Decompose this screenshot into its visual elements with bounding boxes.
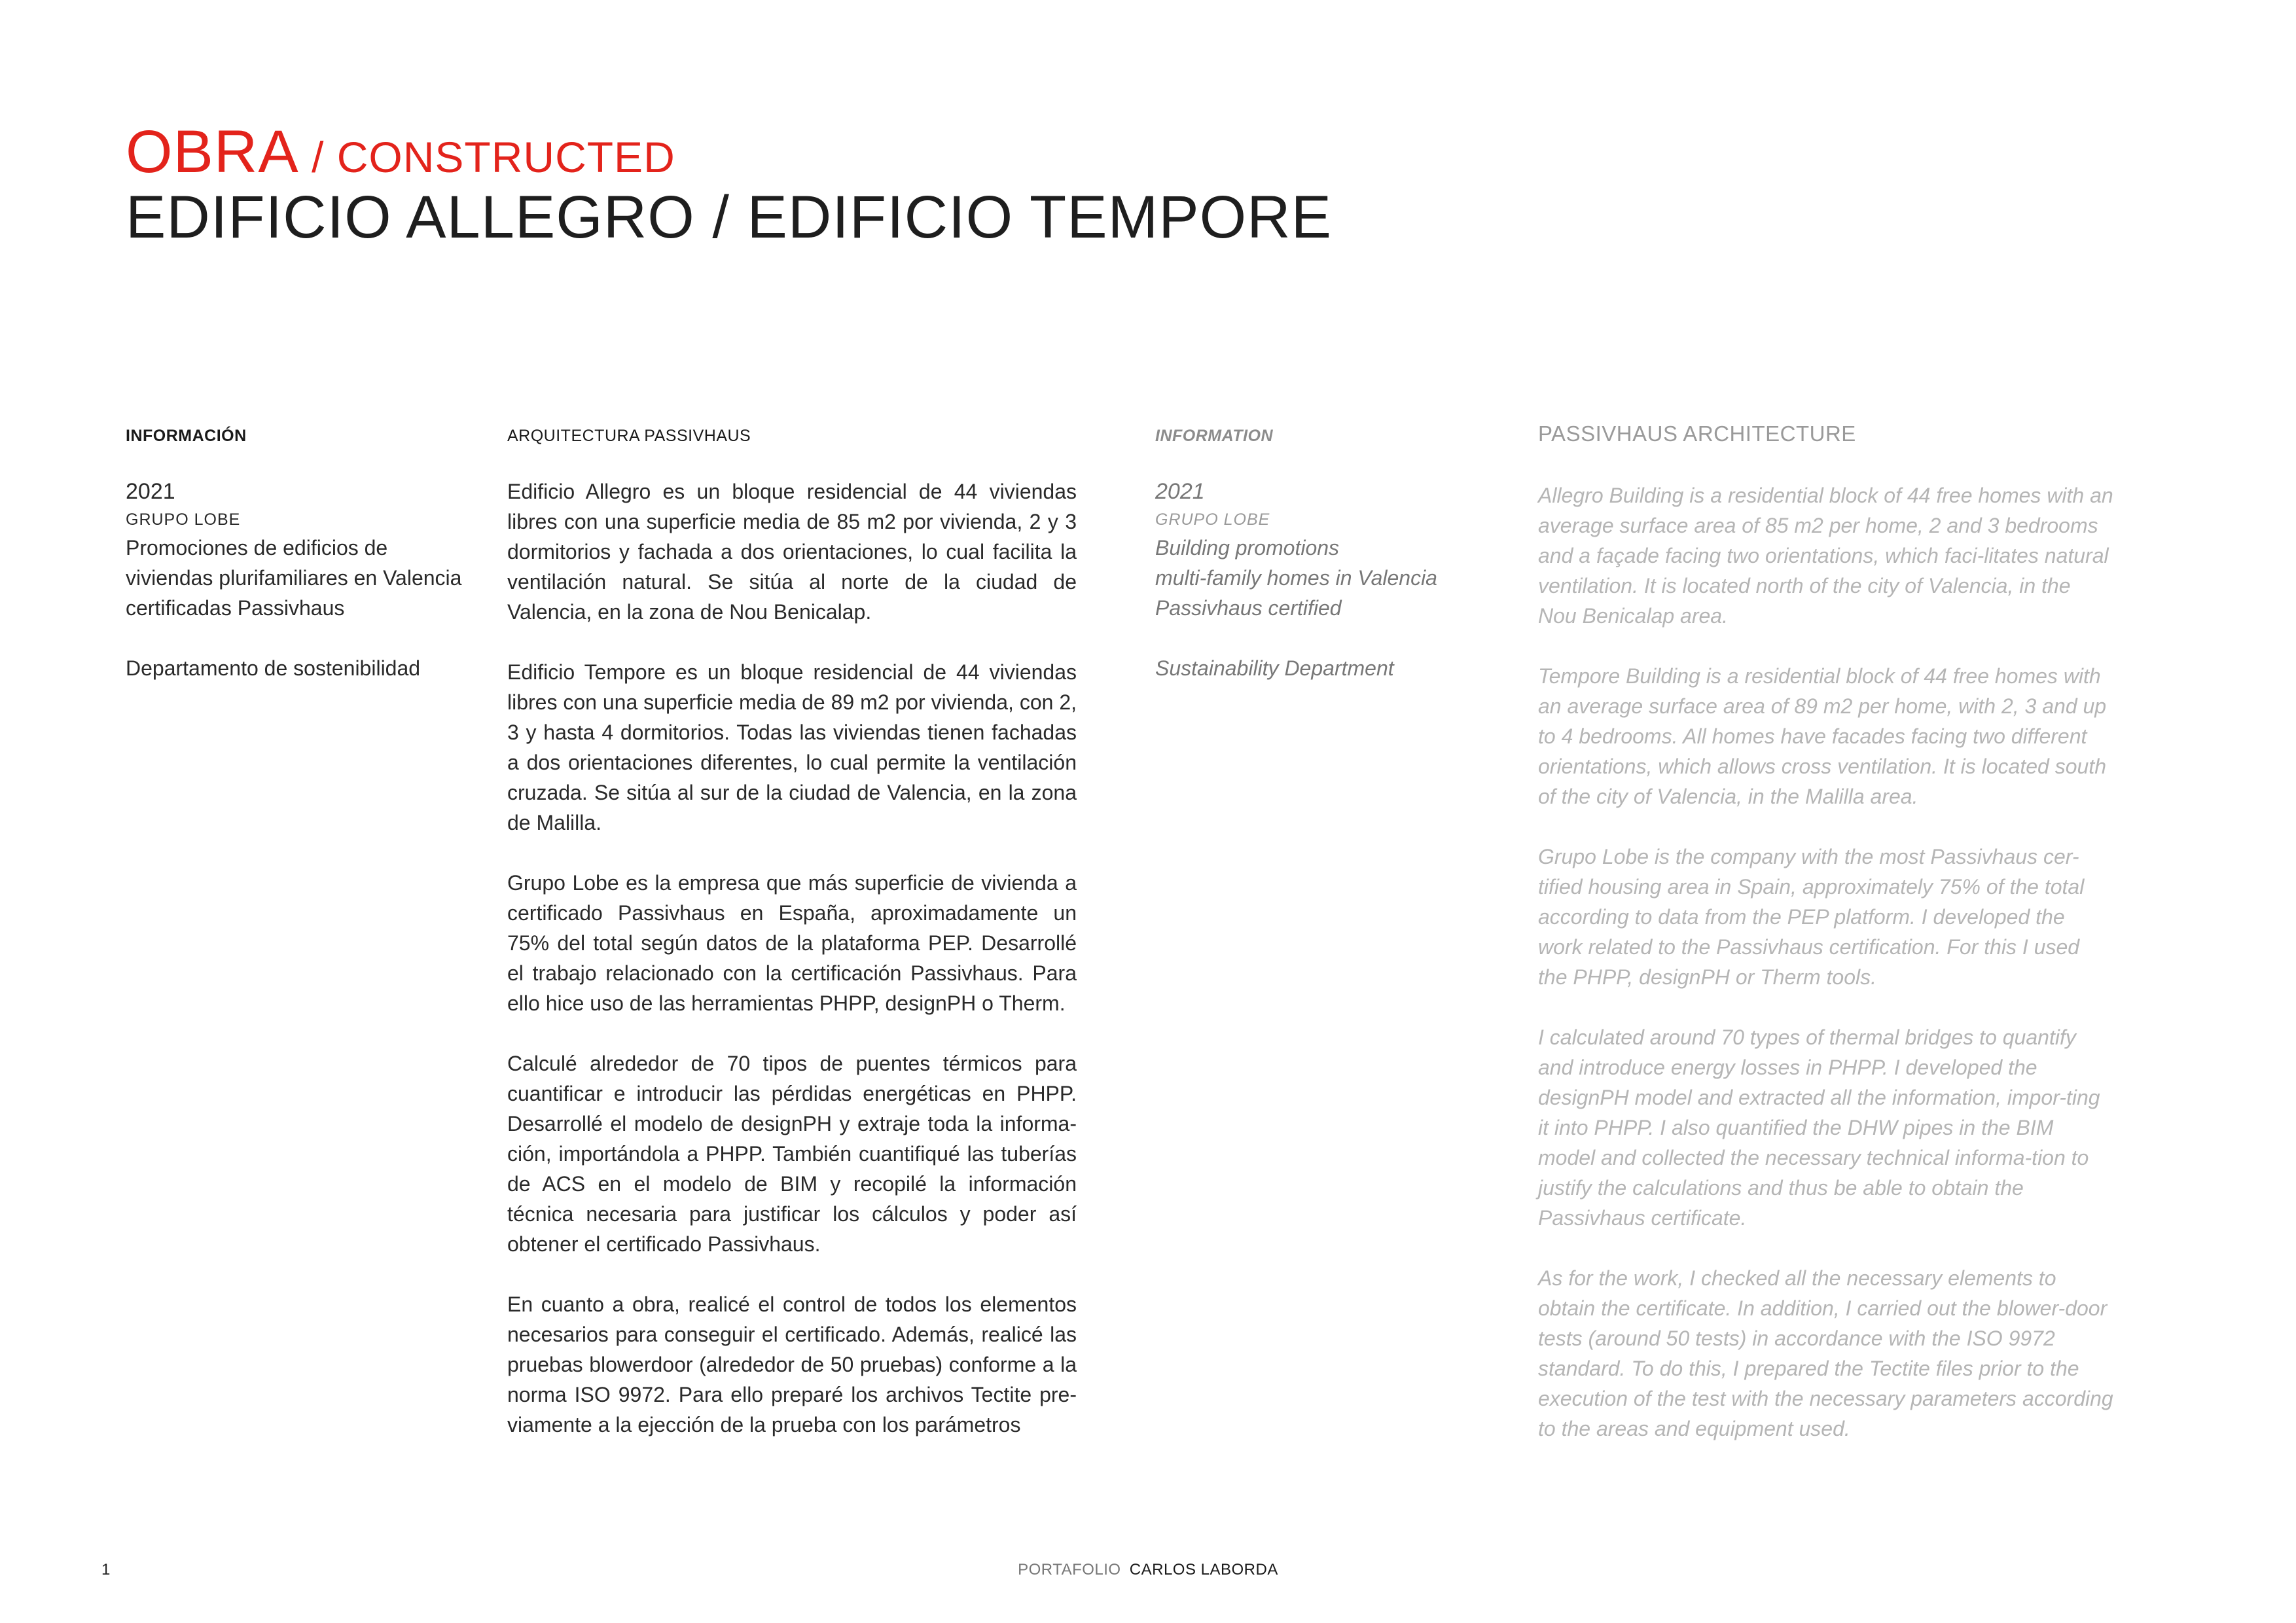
- arch-heading-en: PASSIVHAUS ARCHITECTURE: [1538, 421, 1856, 446]
- project-description-en-line: multi-family homes in Valencia: [1155, 566, 1437, 590]
- info-block-en: [1155, 476, 1509, 683]
- title-constructed: / CONSTRUCTED: [298, 133, 675, 181]
- paragraph-en: As for the work, I checked all the necessary elements to obtain the certificate. In addition, I carried out the blower-door tests (around 50 tests) in accordance with the ISO 9972 standard. To do this, I prepared the Tectite files prior to the execution of the test with the necessary parameters according to the areas and equipment used.: [1538, 1266, 2113, 1440]
- paragraph-en: Grupo Lobe is the company with the most Passivhaus cer-tified housing area in Spain, approximately 75% of the total according to data from the PEP platform. I developed the work related to the Passivhaus certification. For this I used the PHPP, designPH or Therm tools.: [1538, 845, 2085, 989]
- info-heading-es: INFORMACIÓN: [126, 427, 247, 445]
- company-name-en: GRUPO LOBE: [1155, 510, 1270, 529]
- body-text-es: [507, 476, 1077, 1470]
- paragraph: Edificio Tempore es un bloque residencial de 44 viviendas libres con una superficie media de 89 m2 por vivienda, con 2, 3 y hasta 4 dormitorios. Todas las viviendas tienen fachadas a dos orientaciones diferentes, lo cual permite la ventilación cruzada. Se sitúa al sur de la ciudad de Valencia, en la zona de Malilla.: [507, 660, 1077, 834]
- info-heading-en: INFORMATION: [1155, 427, 1274, 445]
- info-block-es: [126, 476, 479, 683]
- paragraph: Calculé alrededor de 70 tipos de puentes térmicos para cuantificar e introducir las pérdidas energéticas en PHPP. Desarrollé el modelo de designPH y extraje toda la informa-ción, importándola a PHPP. También cuantifiqué las tuberías de ACS en el modelo de BIM y recopilé la información técnica necesaria para justificar los cálculos y poder así obtener el certificado Passivhaus.: [507, 1052, 1077, 1256]
- footer: [0, 1561, 2296, 1579]
- paragraph-en: Allegro Building is a residential block of 44 free homes with an average surface area of 85 m2 per home, 2 and 3 bedrooms and a façade facing two orientations, which faci-litates natural ventilation. It is located north of the city of Valencia, in the Nou Benicalap area.: [1538, 484, 2113, 628]
- project-description-en-line: Building promotions: [1155, 536, 1340, 560]
- paragraph-en: Tempore Building is a residential block of 44 free homes with an average surface area of 89 m2 per home, with 2, 3 and up to 4 bedrooms. All homes have facades facing two different orientations, which allows cross ventilation. It is located south of the city of Valencia, in the Malilla area.: [1538, 664, 2107, 808]
- project-year: 2021: [126, 479, 175, 504]
- paragraph: En cuanto a obra, realicé el control de todos los elementos necesarios para conseguir el certificado. Además, realicé las pruebas blowerdoor (alrededor de 50 pruebas) conforme a la norma ISO 9972. Para ello preparé los archivos Tectite pre-viamente a la ejección de la prueba con los parámetros: [507, 1293, 1077, 1436]
- title-obra: OBRA: [126, 118, 299, 185]
- footer-label: PORTAFOLIO: [1018, 1561, 1121, 1578]
- department: Departamento de sostenibilidad: [126, 656, 421, 680]
- paragraph: Grupo Lobe es la empresa que más superficie de vivienda a certificado Passivhaus en España, aproximadamente un 75% del total según datos de la plataforma PEP. Desarrollé el trabajo relacionado con la certificación Passivhaus. Para ello hice uso de las herramientas PHPP, designPH o Therm.: [507, 871, 1077, 1015]
- page-title-category: [126, 118, 675, 185]
- project-description: Promociones de edificios de viviendas plurifamiliares en Valencia certificadas Passivhaus: [126, 536, 462, 620]
- page-number: 1: [101, 1561, 111, 1578]
- project-year-en: 2021: [1155, 479, 1205, 504]
- paragraph: Edificio Allegro es un bloque residencial de 44 viviendas libres con una superficie media de 85 m2 por vivienda, 2 y 3 dormitorios y fachada a dos orientaciones, lo cual facilita la ventilación natural. Se sitúa al norte de la ciudad de Valencia, en la zona de Nou Benicalap.: [507, 480, 1077, 624]
- paragraph-en: I calculated around 70 types of thermal bridges to quantify and introduce energy losses in PHPP. I developed the designPH model and extracted all the information, impor-ting it into PHPP. I also quantified the DHW pipes in the BIM model and collected the necessary technical informa-tion to justify the calculations and thus be able to obtain the Passivhaus certificate.: [1538, 1026, 2100, 1230]
- arch-heading-es: ARQUITECTURA PASSIVHAUS: [507, 427, 751, 445]
- company-name: GRUPO LOBE: [126, 510, 241, 529]
- project-description-en-line: Passivhaus certified: [1155, 596, 1342, 620]
- footer-author: CARLOS LABORDA: [1129, 1561, 1278, 1578]
- page-title: EDIFICIO ALLEGRO / EDIFICIO TEMPORE: [126, 184, 1332, 251]
- department-en: Sustainability Department: [1155, 656, 1394, 680]
- body-text-en: [1538, 480, 2114, 1474]
